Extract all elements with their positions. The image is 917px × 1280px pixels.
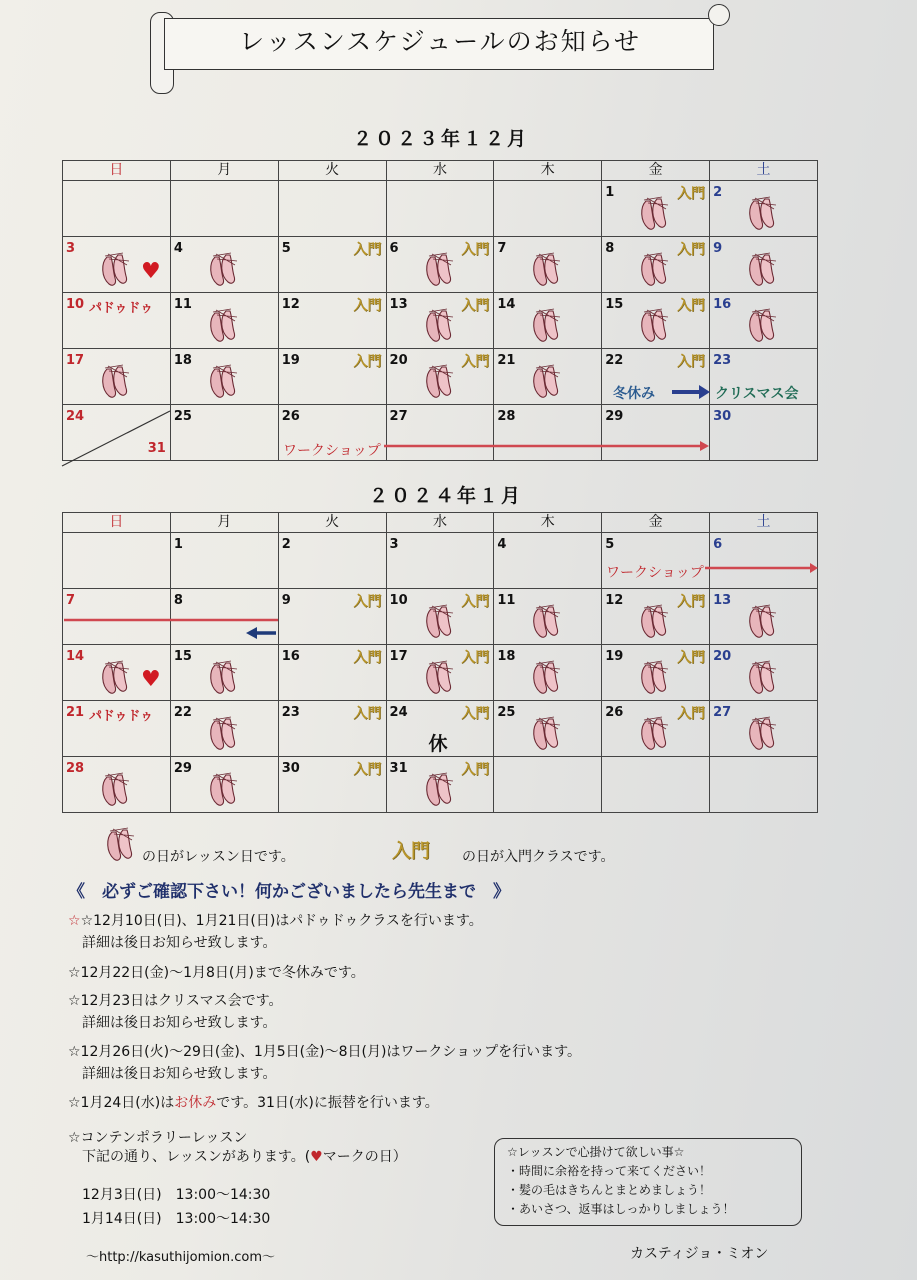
contemporary-time-1: 12月3日(日) 13:00～14:30 — [82, 1187, 271, 1203]
note-winter-break: ☆12月22日(金)～1月8日(月)まで冬休みです。 — [68, 965, 365, 981]
day-number: 30 — [713, 409, 732, 424]
note-christmas: ☆12月23日はクリスマス会です。 — [68, 993, 283, 1009]
nyumon-badge: 入門 — [461, 706, 490, 722]
note-holiday-red: お休み — [174, 1095, 217, 1111]
nyumon-badge: 入門 — [461, 242, 490, 258]
tip-1: ・時間に余裕を持って来てください！ — [507, 1164, 712, 1178]
notice-header: 《 必ずご確認下さい！何かございましたら先生まで 》 — [68, 882, 510, 902]
day-number: 7 — [497, 241, 507, 256]
day-number: 20 — [389, 353, 408, 368]
day-number: 9 — [281, 593, 291, 608]
nyumon-badge: 入門 — [353, 298, 382, 314]
december-workshop-label: ワークショップ — [283, 443, 381, 459]
note-details-1: 詳細は後日お知らせ致します。 — [82, 935, 277, 951]
nyumon-badge: 入門 — [677, 242, 706, 258]
weekday-header: 火 — [278, 513, 386, 533]
weekday-header: 土 — [710, 161, 818, 181]
december-title: ２０２３年１２月 — [353, 128, 530, 150]
heart-icon: ♥ — [310, 1149, 323, 1165]
note-contemporary: ☆コンテンポラリーレッスン — [68, 1130, 248, 1146]
day-number: 26 — [281, 409, 300, 424]
weekday-header: 木 — [494, 161, 602, 181]
day-number: 15 — [605, 297, 624, 312]
day-number: 2 — [713, 185, 723, 200]
nyumon-badge: 入門 — [353, 354, 382, 370]
weekday-header: 月 — [170, 161, 278, 181]
december-workshop-arrow — [384, 441, 709, 451]
note-contemporary-detail — [82, 1146, 407, 1166]
nyumon-badge: 入門 — [461, 650, 490, 666]
day-number: 11 — [497, 593, 516, 608]
day-number: 25 — [497, 705, 516, 720]
note-contemporary-b: マークの日） — [322, 1149, 407, 1165]
day-number: 13 — [389, 297, 408, 312]
split-cell-diagonal — [62, 411, 170, 466]
day-number: 24 — [389, 705, 408, 720]
day-number: 29 — [605, 409, 624, 424]
nyumon-badge: 入門 — [353, 242, 382, 258]
day-number: 6 — [389, 241, 399, 256]
note-workshop: ☆12月26日(火)～29日(金)、1月5日(金)～8日(月)はワークショップを行います。 — [68, 1044, 582, 1060]
note-details-3: 詳細は後日お知らせ致します。 — [82, 1066, 277, 1082]
day-number: 23 — [281, 705, 300, 720]
day-number: 12 — [605, 593, 624, 608]
day-number: 27 — [389, 409, 408, 424]
day-number: 10 — [66, 297, 85, 312]
nyumon-badge: 入門 — [677, 706, 706, 722]
day-number: 16 — [713, 297, 732, 312]
nyumon-badge: 入門 — [677, 650, 706, 666]
weekday-header: 日 — [63, 161, 171, 181]
note-details-2: 詳細は後日お知らせ致します。 — [82, 1015, 277, 1031]
day-number: 18 — [173, 353, 192, 368]
day-number: 31 — [389, 761, 408, 776]
day-number: 8 — [173, 593, 183, 608]
weekday-header: 水 — [386, 161, 494, 181]
tip-2: ・髪の毛はきちんとまとめましょう！ — [507, 1183, 712, 1197]
day-number: 14 — [497, 297, 516, 312]
day-number: 3 — [389, 537, 399, 552]
day-number: 5 — [605, 537, 615, 552]
day-number: 5 — [281, 241, 291, 256]
day-number: 17 — [389, 649, 408, 664]
nyumon-badge: 入門 — [353, 706, 382, 722]
weekday-header: 水 — [386, 513, 494, 533]
day-number: 7 — [66, 593, 76, 608]
day-number: 28 — [497, 409, 516, 424]
note-holiday — [68, 1092, 439, 1112]
day-number: 20 — [713, 649, 732, 664]
legend-nyumon-text: の日が入門クラスです。 — [462, 849, 615, 865]
note-holiday-b: です。31日(水)に振替を行います。 — [216, 1095, 439, 1111]
day-number: 6 — [713, 537, 723, 552]
day-number: 26 — [605, 705, 624, 720]
january-title: ２０２４年１月 — [369, 485, 524, 507]
nyumon-badge: 入門 — [461, 762, 490, 778]
weekday-header: 土 — [710, 513, 818, 533]
tip-3: ・あいさつ、返事はしっかりしましょう！ — [507, 1202, 735, 1216]
day-number: 28 — [66, 761, 85, 776]
heart-icon: ♥ — [141, 667, 161, 692]
day-number: 9 — [713, 241, 723, 256]
day-number: 17 — [66, 353, 85, 368]
note-holiday-a: ☆1月24日(水)は — [68, 1095, 175, 1111]
day-number: 1 — [173, 537, 183, 552]
nyumon-badge: 入門 — [461, 298, 490, 314]
day-number: 25 — [173, 409, 192, 424]
holiday-mark: 休 — [428, 733, 448, 755]
website-url[interactable]: ～http://kasuthijomion.com～ — [86, 1250, 275, 1265]
ballet-shoes-icon — [104, 826, 138, 864]
nyumon-badge: 入門 — [677, 186, 706, 202]
day-number: 22 — [173, 705, 192, 720]
contemporary-time-2: 1月14日(日) 13:00～14:30 — [82, 1211, 271, 1227]
day-number: 16 — [281, 649, 300, 664]
day-number: 19 — [281, 353, 300, 368]
nyumon-badge: 入門 — [677, 298, 706, 314]
note-pas-de-deux-text: ☆12月10日(日)、1月21日(日)はパドゥドゥクラスを行います。 — [80, 913, 483, 929]
day-number: 24 — [66, 409, 85, 424]
pas-de-deux-label: パドゥドゥ — [89, 709, 154, 724]
january-continue-arrow — [64, 620, 278, 639]
christmas-party-label: クリスマス会 — [715, 386, 799, 402]
day-number: 3 — [66, 241, 76, 256]
day-number: 27 — [713, 705, 732, 720]
weekday-header: 金 — [602, 161, 710, 181]
january-workshop-label: ワークショップ — [606, 565, 704, 581]
day-number: 14 — [66, 649, 85, 664]
day-number: 22 — [605, 353, 624, 368]
day-number: 2 — [281, 537, 291, 552]
tips-title: ☆レッスンで心掛けて欲しい事☆ — [507, 1145, 685, 1159]
weekday-header: 日 — [63, 513, 171, 533]
day-number: 23 — [713, 353, 732, 368]
day-number: 29 — [173, 761, 192, 776]
lesson-tips-box — [494, 1138, 802, 1226]
nyumon-badge: 入門 — [677, 594, 706, 610]
day-number: 4 — [173, 241, 183, 256]
day-number: 21 — [497, 353, 516, 368]
day-number: 1 — [605, 185, 615, 200]
page-title: レッスンスケジュールのお知らせ — [239, 27, 641, 56]
weekday-header: 金 — [602, 513, 710, 533]
nyumon-badge: 入門 — [461, 354, 490, 370]
day-number: 30 — [281, 761, 300, 776]
signature: カスティジョ・ミオン — [630, 1246, 769, 1262]
day-number-second: 31 — [147, 441, 166, 456]
heart-icon: ♥ — [141, 259, 161, 284]
day-number: 11 — [173, 297, 192, 312]
winter-break-arrow — [672, 385, 710, 399]
note-pas-de-deux: ☆☆12月10日(日)、1月21日(日)はパドゥドゥクラスを行います。 — [68, 913, 483, 929]
day-number: 8 — [605, 241, 615, 256]
weekday-header: 月 — [170, 513, 278, 533]
day-number: 19 — [605, 649, 624, 664]
legend-nyumon-mark: 入門 — [392, 840, 431, 862]
january-workshop-arrow — [705, 563, 818, 573]
day-number: 10 — [389, 593, 408, 608]
legend-lesson-text: の日がレッスン日です。 — [142, 849, 295, 865]
weekday-header: 木 — [494, 513, 602, 533]
nyumon-badge: 入門 — [353, 650, 382, 666]
weekday-header: 火 — [278, 161, 386, 181]
day-number: 15 — [173, 649, 192, 664]
winter-break-label: 冬休み — [613, 386, 655, 402]
note-contemporary-a: 下記の通り、レッスンがあります。( — [82, 1149, 311, 1165]
day-number: 21 — [66, 705, 85, 720]
pas-de-deux-label: パドゥドゥ — [89, 301, 154, 316]
nyumon-badge: 入門 — [677, 354, 706, 370]
day-number: 4 — [497, 537, 507, 552]
nyumon-badge: 入門 — [461, 594, 490, 610]
day-number: 12 — [281, 297, 300, 312]
nyumon-badge: 入門 — [353, 594, 382, 610]
day-number: 13 — [713, 593, 732, 608]
day-number: 18 — [497, 649, 516, 664]
nyumon-badge: 入門 — [353, 762, 382, 778]
